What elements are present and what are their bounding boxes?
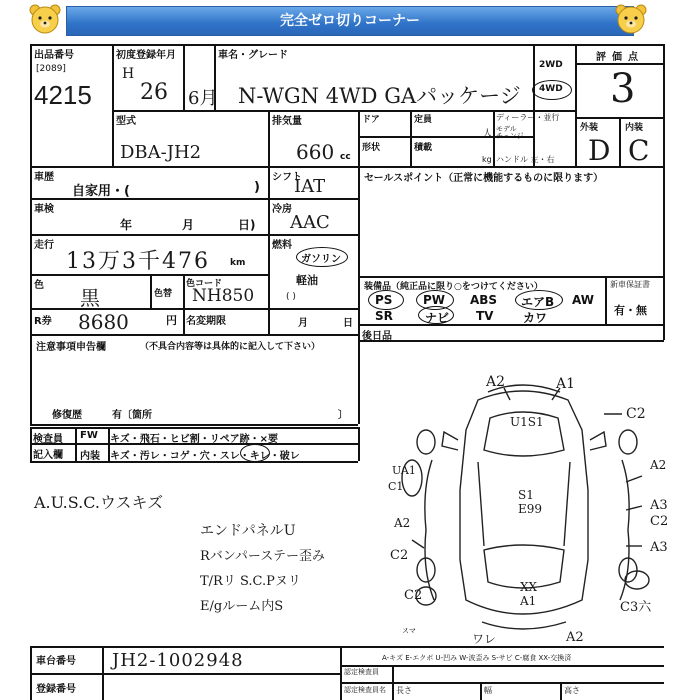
repair-history-value: 有〔箇所 [112,410,152,421]
lot-number-label: 出品番号 [34,50,74,61]
mileage-value: 13万3千476 [66,249,210,274]
capacity-label: 定員 [414,115,433,125]
repair-history-close: 〕 [338,410,348,421]
color-code-label: 色コード [186,279,223,289]
entry-label: 記入欄 [33,450,63,461]
fuel-label: 燃料 [272,240,292,251]
color-change-label: 色替 [154,289,173,299]
equipment-tv: TV [476,309,494,323]
drive-2wd-label: 2WD [539,60,563,70]
registration-month: 6月 [188,88,218,109]
sure-circle [240,444,270,462]
damage-c2-rear-left: C2 [404,588,423,603]
color-code-value: NH850 [192,286,255,306]
notes-sublabel: （不具合内容等は具体的に記入して下さい） [140,342,321,352]
mileage-unit: km [230,258,246,268]
damage-c2-front-right: C2 [626,406,646,422]
inspection-day: 日) [238,218,256,232]
damage-s1e99-roof: S1 E99 [518,488,543,516]
model-value: DBA-JH2 [120,142,202,163]
history-label: 車歴 [34,172,54,183]
damage-xx-a1-rear: XX A1 [520,580,538,608]
chassis-number-value: JH2-1002948 [112,650,244,671]
recycle-label: R券 [34,316,52,327]
repair-history-label: 修復歴 [52,410,82,421]
bear-mascot-left-icon [28,3,62,37]
load-unit: kg [482,155,492,164]
interior-row-label: 内装 [80,451,100,462]
damage-ua1-left: UA1 [392,464,416,477]
load-capacity-label: 積載 [414,143,433,153]
damage-a3-right-rear: A3 [650,540,668,555]
ps-circle [368,290,404,310]
ac-value: AAC [290,212,330,233]
model-label: 型式 [116,116,136,127]
history-value: 自家用・( [72,184,130,199]
color-label: 色 [34,280,44,291]
damage-legend: A-キズ E-エクボ U-凹み W-波歪み S-サビ C-腐食 XX-交換済 [382,654,572,662]
score-label: 評価点 [596,52,644,63]
mileage-label: 走行 [34,240,54,251]
registration-era: H [122,66,135,82]
recycle-unit: 円 [166,314,177,327]
equipment-ps: PS [375,293,393,307]
memo-line-2: エンドパネルU [200,523,296,539]
certified-inspector-name-label: 認定検査員名 [344,686,386,694]
dealer-label: ディーラー・並行 [496,113,560,122]
recycle-value: 8680 [78,310,129,334]
interior-row-items: キズ・汚レ・コゲ・穴・スレ・キレ・破レ [110,451,300,462]
equipment-aw: AW [572,293,594,307]
exterior-label: 外装 [580,123,599,133]
capacity-unit: 人 [483,129,493,139]
history-close: ) [254,180,260,195]
sales-point-label: セールスポイント（正常に機能するものに限ります） [364,173,604,184]
damage-a2-left: A2 [394,516,411,530]
model-change-label: モデル チェンジ [496,125,524,140]
name-change-label: 名変期限 [186,316,226,327]
damage-a2-front: A2 [486,374,506,390]
memo-line-1: A.U.S.C.ウスキズ [34,493,164,512]
equipment-sr: SR [375,309,393,323]
first-registration-label: 初度登録年月 [116,50,176,61]
height-label: 高さ [564,686,580,695]
lot-small-number: [2089] [36,64,66,74]
body-shape-label: 形状 [362,143,381,153]
damage-c1-left: C1 [388,480,404,493]
equipment-leather: カワ [523,311,548,325]
new-warranty-value: 有・無 [614,304,647,317]
damage-c3-rear-right: C3六 [620,600,652,615]
inspector-label: 検査員 [33,434,63,445]
inspection-label: 車検 [34,204,54,215]
damage-c2-left: C2 [390,548,409,563]
airbag-circle [515,290,563,310]
memo-line-4: T/Rリ S.C.Pヌリ [200,574,301,589]
damage-a3-right: A3 [650,498,668,513]
handle-label: ハンドル 左・右 [496,155,555,164]
door-label: ドア [362,115,380,125]
lot-number-value: 4215 [34,80,92,110]
fw-items: キズ・飛石・ヒビ割・リペア跡・×要 [110,434,278,445]
navi-circle [418,306,454,324]
damage-a1-front: A1 [556,376,576,392]
displacement-label: 排気量 [272,116,302,127]
interior-grade: C [628,134,650,167]
registration-number-label: 登録番号 [36,684,76,695]
color-value: 黒 [80,286,100,310]
equipment-navi: ナビ [425,311,450,325]
inspection-month: 月 [182,218,195,232]
name-change-month: 月 [298,318,308,329]
registration-year: 26 [140,80,168,105]
inspection-year: 年 [120,218,133,232]
damage-a2-right: A2 [650,458,667,472]
width-label: 幅 [484,686,492,695]
back-items-label: 後日品 [362,331,392,342]
banner-title: 完全ゼロ切りコーナー [66,6,634,36]
memo-line-5: E/gルーム内S [200,599,284,614]
displacement-unit: cc [340,152,351,162]
car-name-label: 車名・グレード [218,50,288,61]
new-warranty-label: 新車保証書 [610,280,650,289]
shift-value: IAT [294,176,326,197]
car-name-value: N-WGN 4WD GAパッケージ [238,84,521,108]
interior-label: 内装 [625,123,644,133]
fw-label: FW [80,430,98,441]
ac-label: 冷房 [272,204,292,215]
fuel-diesel: 軽油 [296,274,318,287]
equipment-airbag: エアB [521,295,555,309]
length-label: 長さ [396,686,412,695]
damage-suma: スマ [402,627,416,635]
memo-line-3: Rバンパーステー歪み [200,549,325,564]
damage-c2-right: C2 [650,514,669,529]
shift-label: シフト [272,172,302,183]
exterior-grade: D [588,134,611,167]
damage-a2-rear: A2 [566,630,584,645]
equipment-label: 装備品（純正品に限り○をつけてください） [364,282,543,292]
equipment-abs: ABS [470,293,498,307]
bear-mascot-right-icon [614,3,648,37]
certified-inspector-label: 認定検査員 [344,668,379,676]
damage-wa-rear: ワレ [472,632,497,646]
name-change-day: 日 [343,318,353,329]
displacement-value: 660 [296,140,335,164]
drive-4wd-label: 4WD [539,84,563,94]
chassis-number-label: 車台番号 [36,656,76,667]
fuel-other: ( ) [286,292,296,302]
damage-u1s1-hood: U1S1 [510,415,544,429]
score-value: 3 [610,66,636,112]
fuel-gasoline: ガソリン [301,254,341,265]
equipment-pw: PW [423,293,446,307]
notes-label: 注意事項申告欄 [36,342,106,353]
